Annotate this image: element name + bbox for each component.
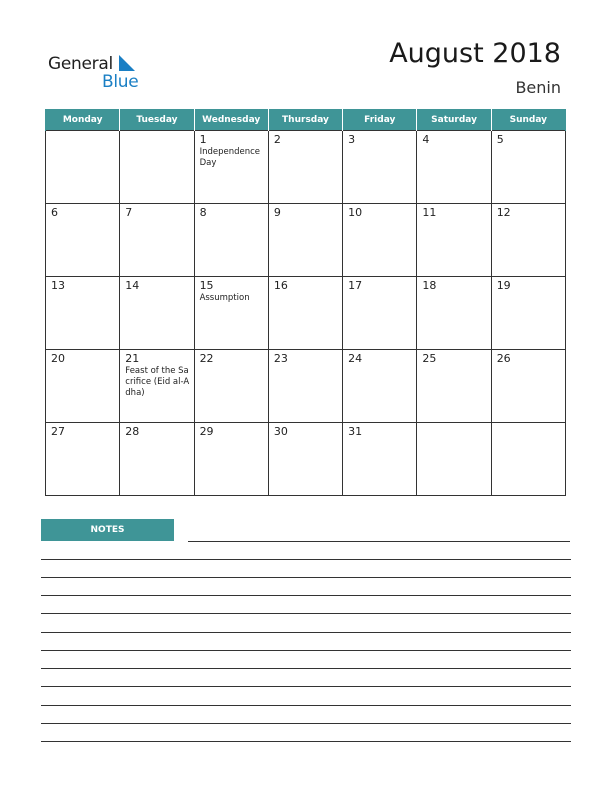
week-row bbox=[46, 277, 566, 350]
day-number: 26 bbox=[496, 352, 511, 365]
note-line bbox=[41, 595, 571, 596]
day-cell bbox=[268, 204, 342, 277]
note-line bbox=[41, 632, 571, 633]
day-number: 11 bbox=[422, 206, 437, 219]
day-cell bbox=[46, 204, 120, 277]
day-number: 19 bbox=[496, 279, 511, 292]
day-number: 24 bbox=[348, 352, 363, 365]
brand-logo bbox=[48, 54, 158, 94]
logo-text-general: General bbox=[48, 54, 113, 74]
week-row bbox=[46, 423, 566, 496]
day-number: 29 bbox=[199, 425, 214, 438]
day-number: 18 bbox=[422, 279, 437, 292]
day-cell bbox=[268, 423, 342, 496]
weekday-header: Tuesday bbox=[120, 109, 194, 131]
weekday-header: Friday bbox=[343, 109, 417, 131]
day-cell bbox=[46, 131, 120, 204]
day-cell bbox=[120, 277, 194, 350]
day-cell bbox=[491, 277, 565, 350]
note-line bbox=[41, 613, 571, 614]
day-cell bbox=[491, 350, 565, 423]
day-cell bbox=[120, 204, 194, 277]
day-cell bbox=[491, 204, 565, 277]
note-line bbox=[41, 650, 571, 651]
day-number: 28 bbox=[125, 425, 140, 438]
week-row bbox=[46, 131, 566, 204]
day-number: 1 bbox=[199, 133, 207, 146]
note-line bbox=[41, 705, 571, 706]
week-row bbox=[46, 204, 566, 277]
note-line bbox=[188, 541, 570, 542]
day-number: 17 bbox=[348, 279, 363, 292]
day-cell bbox=[46, 423, 120, 496]
day-cell bbox=[417, 350, 491, 423]
day-number: 31 bbox=[348, 425, 363, 438]
day-cell bbox=[343, 350, 417, 423]
day-cell bbox=[268, 350, 342, 423]
day-number: 16 bbox=[273, 279, 288, 292]
weekday-header: Saturday bbox=[417, 109, 491, 131]
day-cell bbox=[343, 277, 417, 350]
day-cell bbox=[194, 204, 268, 277]
day-cell bbox=[343, 204, 417, 277]
holiday-label: Independence Day bbox=[199, 147, 261, 168]
day-cell bbox=[194, 423, 268, 496]
logo-text-blue: Blue bbox=[102, 72, 139, 92]
day-number: 30 bbox=[273, 425, 288, 438]
day-number: 4 bbox=[422, 133, 430, 146]
day-cell bbox=[120, 423, 194, 496]
day-cell bbox=[417, 131, 491, 204]
holiday-label: Feast of the Sacrifice (Eid al-Adha) bbox=[125, 366, 190, 398]
note-line bbox=[41, 723, 571, 724]
note-line bbox=[41, 668, 571, 669]
weekday-header-row bbox=[46, 109, 566, 131]
day-number: 25 bbox=[422, 352, 437, 365]
day-number: 6 bbox=[51, 206, 58, 219]
day-cell bbox=[120, 350, 194, 423]
weekday-header: Thursday bbox=[268, 109, 342, 131]
day-number: 12 bbox=[496, 206, 511, 219]
day-number: 13 bbox=[51, 279, 65, 292]
note-line bbox=[41, 741, 571, 742]
day-cell bbox=[268, 131, 342, 204]
holiday-label: Assumption bbox=[199, 293, 250, 303]
day-number: 5 bbox=[496, 133, 504, 146]
day-number: 8 bbox=[199, 206, 207, 219]
note-line bbox=[41, 577, 571, 578]
day-number: 3 bbox=[348, 133, 356, 146]
day-cell bbox=[120, 131, 194, 204]
day-number: 2 bbox=[273, 133, 281, 146]
day-number: 27 bbox=[51, 425, 65, 438]
country-name: Benin bbox=[515, 78, 561, 97]
note-line bbox=[41, 559, 571, 560]
day-cell bbox=[268, 277, 342, 350]
weekday-header: Sunday bbox=[491, 109, 565, 131]
day-number: 21 bbox=[125, 352, 140, 365]
month-title: August 2018 bbox=[389, 38, 561, 69]
day-cell bbox=[491, 131, 565, 204]
day-number: 22 bbox=[199, 352, 214, 365]
weekday-header: Wednesday bbox=[194, 109, 268, 131]
calendar-grid bbox=[45, 109, 566, 496]
day-cell bbox=[491, 423, 565, 496]
day-cell bbox=[46, 350, 120, 423]
day-cell bbox=[343, 131, 417, 204]
day-cell bbox=[417, 204, 491, 277]
note-line bbox=[41, 686, 571, 687]
day-cell bbox=[194, 131, 268, 204]
week-row bbox=[46, 350, 566, 423]
day-number: 10 bbox=[348, 206, 363, 219]
day-number: 14 bbox=[125, 279, 140, 292]
day-cell bbox=[417, 277, 491, 350]
day-cell bbox=[46, 277, 120, 350]
day-cell bbox=[417, 423, 491, 496]
day-number: 9 bbox=[273, 206, 281, 219]
day-number: 23 bbox=[273, 352, 288, 365]
weekday-header: Monday bbox=[46, 109, 120, 131]
day-number: 7 bbox=[125, 206, 133, 219]
notes-label: NOTES bbox=[41, 519, 174, 541]
logo-triangle-icon bbox=[119, 55, 135, 71]
day-number: 20 bbox=[51, 352, 65, 365]
day-number: 15 bbox=[199, 279, 214, 292]
day-cell bbox=[194, 277, 268, 350]
day-cell bbox=[194, 350, 268, 423]
day-cell bbox=[343, 423, 417, 496]
